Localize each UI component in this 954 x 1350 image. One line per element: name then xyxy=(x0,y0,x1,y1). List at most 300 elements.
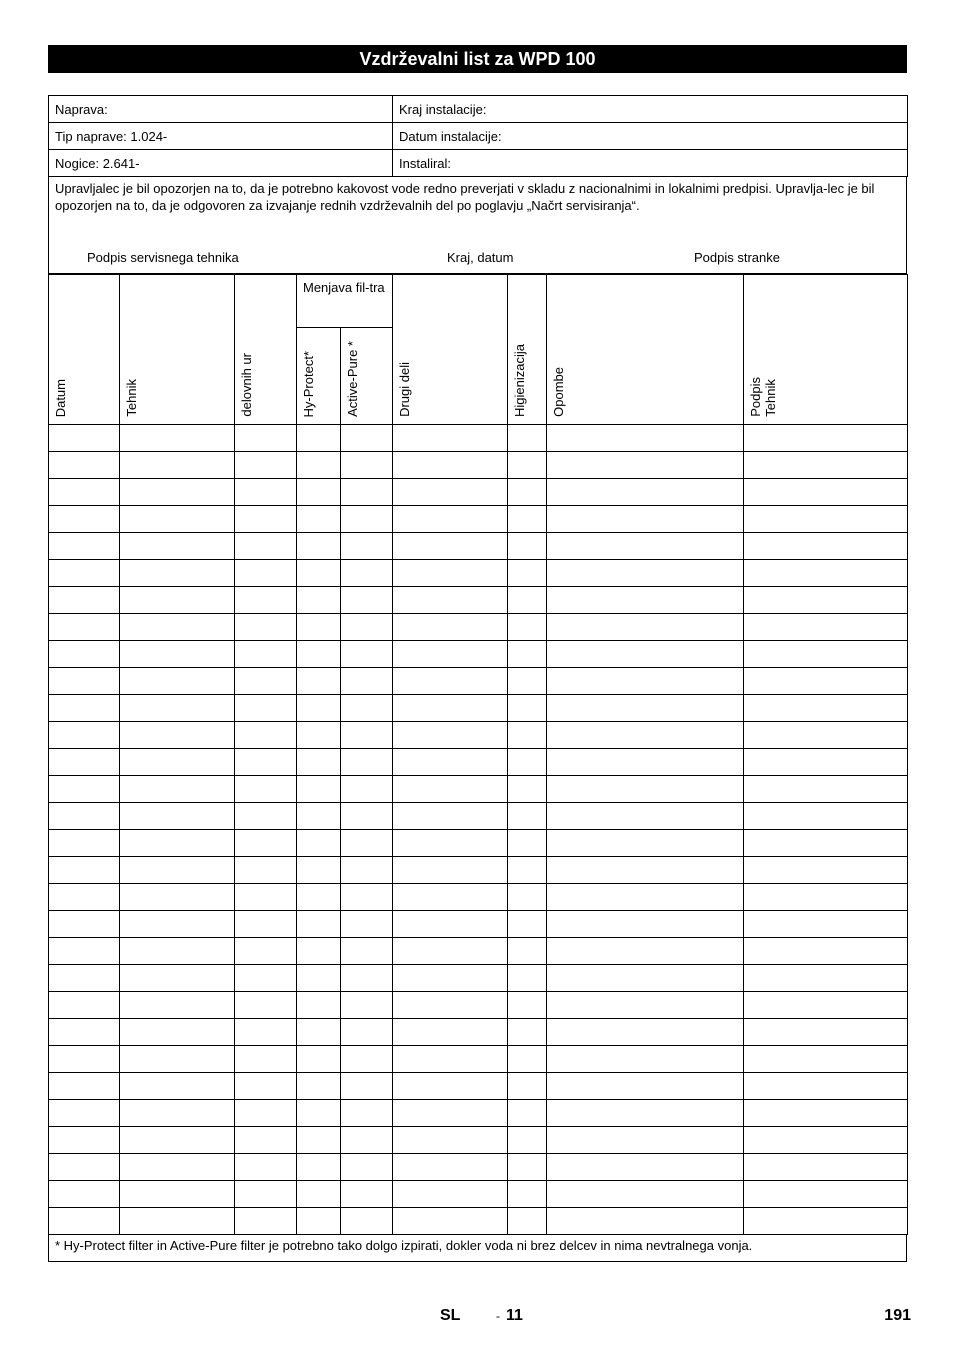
log-cell[interactable] xyxy=(393,668,508,695)
log-cell[interactable] xyxy=(120,722,235,749)
log-cell[interactable] xyxy=(235,668,297,695)
log-cell[interactable] xyxy=(120,425,235,452)
log-cell[interactable] xyxy=(235,1208,297,1235)
log-cell[interactable] xyxy=(297,857,341,884)
log-cell[interactable] xyxy=(297,830,341,857)
log-cell[interactable] xyxy=(341,803,393,830)
log-cell[interactable] xyxy=(393,938,508,965)
log-cell[interactable] xyxy=(235,641,297,668)
log-cell[interactable] xyxy=(744,641,908,668)
log-cell[interactable] xyxy=(120,1181,235,1208)
log-cell[interactable] xyxy=(547,1127,744,1154)
log-cell[interactable] xyxy=(235,965,297,992)
log-cell[interactable] xyxy=(297,1019,341,1046)
log-cell[interactable] xyxy=(744,1154,908,1181)
log-cell[interactable] xyxy=(547,857,744,884)
log-cell[interactable] xyxy=(744,533,908,560)
log-cell[interactable] xyxy=(547,965,744,992)
log-cell[interactable] xyxy=(341,884,393,911)
log-cell[interactable] xyxy=(49,992,120,1019)
log-cell[interactable] xyxy=(235,776,297,803)
log-cell[interactable] xyxy=(235,479,297,506)
log-cell[interactable] xyxy=(393,992,508,1019)
maintenance-log-table xyxy=(48,274,908,1235)
log-cell[interactable] xyxy=(393,1181,508,1208)
log-cell[interactable] xyxy=(744,884,908,911)
log-cell[interactable] xyxy=(120,938,235,965)
log-cell[interactable] xyxy=(297,1100,341,1127)
info-row xyxy=(49,123,908,150)
log-cell[interactable] xyxy=(341,965,393,992)
log-cell[interactable] xyxy=(508,533,547,560)
log-cell[interactable] xyxy=(120,911,235,938)
log-cell[interactable] xyxy=(49,587,120,614)
nogice-field[interactable]: Nogice: 2.641- xyxy=(49,150,393,177)
log-cell[interactable] xyxy=(508,1127,547,1154)
log-cell[interactable] xyxy=(508,614,547,641)
log-cell[interactable] xyxy=(341,1154,393,1181)
log-cell[interactable] xyxy=(341,992,393,1019)
log-cell[interactable] xyxy=(49,911,120,938)
log-cell[interactable] xyxy=(393,911,508,938)
log-cell[interactable] xyxy=(235,587,297,614)
log-cell[interactable] xyxy=(235,425,297,452)
footer-page-number: 191 xyxy=(884,1307,911,1324)
log-cell[interactable] xyxy=(393,1046,508,1073)
log-cell[interactable] xyxy=(547,1181,744,1208)
log-cell[interactable] xyxy=(120,1019,235,1046)
log-cell[interactable] xyxy=(744,911,908,938)
log-cell[interactable] xyxy=(547,1046,744,1073)
log-cell[interactable] xyxy=(297,533,341,560)
log-cell[interactable] xyxy=(297,992,341,1019)
kraj-instalacije-field[interactable]: Kraj instalacije: xyxy=(393,96,908,123)
log-cell[interactable] xyxy=(508,857,547,884)
log-cell[interactable] xyxy=(393,533,508,560)
log-cell[interactable] xyxy=(393,1019,508,1046)
table-row xyxy=(49,668,908,695)
log-cell[interactable] xyxy=(297,1046,341,1073)
log-cell[interactable] xyxy=(49,965,120,992)
log-cell[interactable] xyxy=(744,1073,908,1100)
log-cell[interactable] xyxy=(547,425,744,452)
log-cell[interactable] xyxy=(744,614,908,641)
log-cell[interactable] xyxy=(49,884,120,911)
log-cell[interactable] xyxy=(49,776,120,803)
log-cell[interactable] xyxy=(297,938,341,965)
log-cell[interactable] xyxy=(508,560,547,587)
log-cell[interactable] xyxy=(547,749,744,776)
log-cell[interactable] xyxy=(547,803,744,830)
log-cell[interactable] xyxy=(341,857,393,884)
log-cell[interactable] xyxy=(49,1154,120,1181)
log-cell[interactable] xyxy=(235,911,297,938)
log-cell[interactable] xyxy=(508,479,547,506)
log-cell[interactable] xyxy=(393,479,508,506)
footer-language: SL xyxy=(440,1307,461,1324)
log-cell[interactable] xyxy=(341,452,393,479)
log-cell[interactable] xyxy=(393,560,508,587)
log-cell[interactable] xyxy=(393,722,508,749)
table-row xyxy=(49,722,908,749)
log-cell[interactable] xyxy=(744,1208,908,1235)
header-podpis-tehnik: Podpis Tehnik xyxy=(744,275,908,425)
log-cell[interactable] xyxy=(120,1208,235,1235)
log-cell[interactable] xyxy=(508,776,547,803)
log-cell[interactable] xyxy=(120,695,235,722)
log-cell[interactable] xyxy=(49,452,120,479)
log-cell[interactable] xyxy=(120,992,235,1019)
log-cell[interactable] xyxy=(547,1208,744,1235)
log-cell[interactable] xyxy=(49,425,120,452)
table-row xyxy=(49,938,908,965)
table-row xyxy=(49,506,908,533)
log-cell[interactable] xyxy=(341,1019,393,1046)
log-cell[interactable] xyxy=(235,749,297,776)
table-row xyxy=(49,533,908,560)
log-cell[interactable] xyxy=(49,938,120,965)
log-cell[interactable] xyxy=(393,1208,508,1235)
log-cell[interactable] xyxy=(120,749,235,776)
log-cell[interactable] xyxy=(393,884,508,911)
log-cell[interactable] xyxy=(547,506,744,533)
log-cell[interactable] xyxy=(744,560,908,587)
log-cell[interactable] xyxy=(547,587,744,614)
log-cell[interactable] xyxy=(393,641,508,668)
log-cell[interactable] xyxy=(744,938,908,965)
log-cell[interactable] xyxy=(508,992,547,1019)
log-cell[interactable] xyxy=(508,452,547,479)
log-cell[interactable] xyxy=(744,776,908,803)
log-cell[interactable] xyxy=(341,479,393,506)
log-cell[interactable] xyxy=(547,911,744,938)
log-cell[interactable] xyxy=(508,668,547,695)
log-cell[interactable] xyxy=(393,614,508,641)
log-cell[interactable] xyxy=(744,506,908,533)
log-cell[interactable] xyxy=(297,1154,341,1181)
log-cell[interactable] xyxy=(744,857,908,884)
log-cell[interactable] xyxy=(49,1208,120,1235)
log-cell[interactable] xyxy=(297,911,341,938)
log-cell[interactable] xyxy=(341,695,393,722)
log-cell[interactable] xyxy=(341,614,393,641)
log-cell[interactable] xyxy=(508,1154,547,1181)
log-cell[interactable] xyxy=(297,722,341,749)
log-cell[interactable] xyxy=(547,641,744,668)
log-cell[interactable] xyxy=(49,506,120,533)
log-cell[interactable] xyxy=(120,506,235,533)
log-cell[interactable] xyxy=(235,884,297,911)
log-cell[interactable] xyxy=(508,722,547,749)
log-cell[interactable] xyxy=(547,830,744,857)
log-cell[interactable] xyxy=(547,560,744,587)
log-cell[interactable] xyxy=(120,776,235,803)
log-cell[interactable] xyxy=(341,1208,393,1235)
log-cell[interactable] xyxy=(297,803,341,830)
log-cell[interactable] xyxy=(235,560,297,587)
log-cell[interactable] xyxy=(393,452,508,479)
log-cell[interactable] xyxy=(341,1073,393,1100)
log-cell[interactable] xyxy=(235,614,297,641)
log-cell[interactable] xyxy=(341,668,393,695)
log-cell[interactable] xyxy=(49,1046,120,1073)
log-cell[interactable] xyxy=(508,830,547,857)
log-cell[interactable] xyxy=(297,695,341,722)
log-cell[interactable] xyxy=(120,641,235,668)
log-cell[interactable] xyxy=(49,641,120,668)
log-cell[interactable] xyxy=(508,965,547,992)
log-cell[interactable] xyxy=(341,830,393,857)
log-cell[interactable] xyxy=(120,803,235,830)
log-cell[interactable] xyxy=(120,452,235,479)
log-cell[interactable] xyxy=(508,1019,547,1046)
log-cell[interactable] xyxy=(235,1046,297,1073)
log-cell[interactable] xyxy=(508,1100,547,1127)
log-cell[interactable] xyxy=(508,749,547,776)
instaliral-field[interactable]: Instaliral: xyxy=(393,150,908,177)
log-cell[interactable] xyxy=(49,533,120,560)
log-cell[interactable] xyxy=(744,1181,908,1208)
log-cell[interactable] xyxy=(297,614,341,641)
log-cell[interactable] xyxy=(49,479,120,506)
log-cell[interactable] xyxy=(49,749,120,776)
log-cell[interactable] xyxy=(547,992,744,1019)
log-cell[interactable] xyxy=(297,560,341,587)
signature-technician-label: Podpis servisnega tehnika xyxy=(87,250,239,265)
log-cell[interactable] xyxy=(235,1100,297,1127)
log-cell[interactable] xyxy=(49,803,120,830)
log-cell[interactable] xyxy=(297,776,341,803)
table-row xyxy=(49,1208,908,1235)
log-cell[interactable] xyxy=(297,1127,341,1154)
log-cell[interactable] xyxy=(744,695,908,722)
footnote: * Hy-Protect filter in Active-Pure filter je potrebno tako dolgo izpirati, dokler voda ni brez delcev in nima nevtralnega vonja. xyxy=(48,1234,907,1262)
log-cell[interactable] xyxy=(547,533,744,560)
log-cell[interactable] xyxy=(341,560,393,587)
log-cell[interactable] xyxy=(547,1019,744,1046)
log-cell[interactable] xyxy=(49,1019,120,1046)
log-cell[interactable] xyxy=(744,749,908,776)
log-cell[interactable] xyxy=(341,506,393,533)
log-cell[interactable] xyxy=(393,695,508,722)
log-cell[interactable] xyxy=(297,668,341,695)
log-cell[interactable] xyxy=(744,1100,908,1127)
log-cell[interactable] xyxy=(744,1046,908,1073)
log-cell[interactable] xyxy=(235,830,297,857)
log-cell[interactable] xyxy=(235,695,297,722)
log-cell[interactable] xyxy=(297,1208,341,1235)
log-cell[interactable] xyxy=(235,1127,297,1154)
log-cell[interactable] xyxy=(393,1127,508,1154)
log-cell[interactable] xyxy=(297,1073,341,1100)
log-cell[interactable] xyxy=(744,722,908,749)
log-cell[interactable] xyxy=(120,614,235,641)
log-cell[interactable] xyxy=(120,884,235,911)
log-cell[interactable] xyxy=(393,1073,508,1100)
log-cell[interactable] xyxy=(744,1019,908,1046)
log-cell[interactable] xyxy=(297,425,341,452)
log-cell[interactable] xyxy=(297,641,341,668)
log-cell[interactable] xyxy=(508,1208,547,1235)
log-cell[interactable] xyxy=(235,1181,297,1208)
log-cell[interactable] xyxy=(49,614,120,641)
log-cell[interactable] xyxy=(49,857,120,884)
header-menjava-filtra: Menjava fil-tra xyxy=(297,275,393,328)
header-opombe: Opombe xyxy=(547,275,744,425)
log-cell[interactable] xyxy=(235,1154,297,1181)
log-cell[interactable] xyxy=(341,1181,393,1208)
log-cell[interactable] xyxy=(547,884,744,911)
log-cell[interactable] xyxy=(547,1073,744,1100)
table-row xyxy=(49,1127,908,1154)
table-row xyxy=(49,425,908,452)
log-cell[interactable] xyxy=(547,776,744,803)
log-cell[interactable] xyxy=(120,1127,235,1154)
log-cell[interactable] xyxy=(393,830,508,857)
log-cell[interactable] xyxy=(120,533,235,560)
table-row xyxy=(49,965,908,992)
log-cell[interactable] xyxy=(297,1181,341,1208)
log-cell[interactable] xyxy=(120,479,235,506)
log-cell[interactable] xyxy=(508,1073,547,1100)
log-cell[interactable] xyxy=(120,830,235,857)
log-cell[interactable] xyxy=(508,695,547,722)
log-cell[interactable] xyxy=(547,938,744,965)
log-cell[interactable] xyxy=(341,587,393,614)
log-cell[interactable] xyxy=(297,749,341,776)
log-cell[interactable] xyxy=(235,1019,297,1046)
log-cell[interactable] xyxy=(120,857,235,884)
log-cell[interactable] xyxy=(393,965,508,992)
log-cell[interactable] xyxy=(744,965,908,992)
log-cell[interactable] xyxy=(341,749,393,776)
log-cell[interactable] xyxy=(744,803,908,830)
log-cell[interactable] xyxy=(508,587,547,614)
log-cell[interactable] xyxy=(49,1181,120,1208)
log-cell[interactable] xyxy=(49,830,120,857)
log-cell[interactable] xyxy=(235,533,297,560)
log-cell[interactable] xyxy=(120,587,235,614)
log-cell[interactable] xyxy=(49,1100,120,1127)
log-cell[interactable] xyxy=(341,1127,393,1154)
log-cell[interactable] xyxy=(508,425,547,452)
log-cell[interactable] xyxy=(341,1100,393,1127)
log-cell[interactable] xyxy=(341,533,393,560)
log-cell[interactable] xyxy=(508,938,547,965)
log-cell[interactable] xyxy=(508,803,547,830)
log-cell[interactable] xyxy=(547,1100,744,1127)
log-cell[interactable] xyxy=(120,1073,235,1100)
log-cell[interactable] xyxy=(744,992,908,1019)
log-cell[interactable] xyxy=(393,749,508,776)
log-cell[interactable] xyxy=(393,1100,508,1127)
log-cell[interactable] xyxy=(297,452,341,479)
log-cell[interactable] xyxy=(744,452,908,479)
log-cell[interactable] xyxy=(120,965,235,992)
log-cell[interactable] xyxy=(547,695,744,722)
tip-naprave-field[interactable]: Tip naprave: 1.024- xyxy=(49,123,393,150)
log-cell[interactable] xyxy=(341,1046,393,1073)
log-cell[interactable] xyxy=(508,884,547,911)
log-cell[interactable] xyxy=(49,695,120,722)
log-cell[interactable] xyxy=(393,857,508,884)
header-tehnik: Tehnik xyxy=(120,275,235,425)
log-cell[interactable] xyxy=(49,560,120,587)
log-cell[interactable] xyxy=(297,884,341,911)
log-cell[interactable] xyxy=(235,992,297,1019)
log-cell[interactable] xyxy=(508,506,547,533)
log-cell[interactable] xyxy=(508,1181,547,1208)
log-cell[interactable] xyxy=(120,668,235,695)
log-cell[interactable] xyxy=(49,668,120,695)
log-cell[interactable] xyxy=(508,911,547,938)
info-row xyxy=(49,96,908,123)
header-active-pure: Active-Pure * xyxy=(341,328,393,425)
log-cell[interactable] xyxy=(744,587,908,614)
log-cell[interactable] xyxy=(341,425,393,452)
log-cell[interactable] xyxy=(744,668,908,695)
log-cell[interactable] xyxy=(49,722,120,749)
log-cell[interactable] xyxy=(393,425,508,452)
log-cell[interactable] xyxy=(508,1046,547,1073)
naprava-field[interactable]: Naprava: xyxy=(49,96,393,123)
log-cell[interactable] xyxy=(120,1100,235,1127)
log-cell[interactable] xyxy=(393,803,508,830)
log-cell[interactable] xyxy=(297,506,341,533)
log-cell[interactable] xyxy=(393,776,508,803)
log-cell[interactable] xyxy=(508,641,547,668)
log-cell[interactable] xyxy=(393,506,508,533)
log-cell[interactable] xyxy=(120,1154,235,1181)
log-cell[interactable] xyxy=(547,1154,744,1181)
log-cell[interactable] xyxy=(235,857,297,884)
log-cell[interactable] xyxy=(744,1127,908,1154)
log-cell[interactable] xyxy=(49,1127,120,1154)
log-cell[interactable] xyxy=(547,452,744,479)
log-cell[interactable] xyxy=(120,560,235,587)
table-row xyxy=(49,479,908,506)
log-cell[interactable] xyxy=(341,776,393,803)
log-cell[interactable] xyxy=(393,1154,508,1181)
log-cell[interactable] xyxy=(120,1046,235,1073)
log-cell[interactable] xyxy=(341,938,393,965)
log-cell[interactable] xyxy=(297,965,341,992)
log-cell[interactable] xyxy=(235,1073,297,1100)
log-cell[interactable] xyxy=(547,614,744,641)
log-cell[interactable] xyxy=(297,479,341,506)
log-cell[interactable] xyxy=(235,722,297,749)
log-cell[interactable] xyxy=(547,722,744,749)
table-row xyxy=(49,1181,908,1208)
datum-instalacije-field[interactable]: Datum instalacije: xyxy=(393,123,908,150)
log-cell[interactable] xyxy=(341,911,393,938)
log-cell[interactable] xyxy=(235,938,297,965)
log-cell[interactable] xyxy=(744,479,908,506)
log-cell[interactable] xyxy=(49,1073,120,1100)
table-row xyxy=(49,695,908,722)
log-cell[interactable] xyxy=(341,641,393,668)
log-cell[interactable] xyxy=(744,425,908,452)
log-cell[interactable] xyxy=(235,506,297,533)
log-cell[interactable] xyxy=(235,803,297,830)
log-cell[interactable] xyxy=(297,587,341,614)
log-cell[interactable] xyxy=(393,587,508,614)
log-cell[interactable] xyxy=(547,668,744,695)
log-cell[interactable] xyxy=(744,830,908,857)
log-cell[interactable] xyxy=(235,452,297,479)
log-cell[interactable] xyxy=(341,722,393,749)
log-cell[interactable] xyxy=(547,479,744,506)
